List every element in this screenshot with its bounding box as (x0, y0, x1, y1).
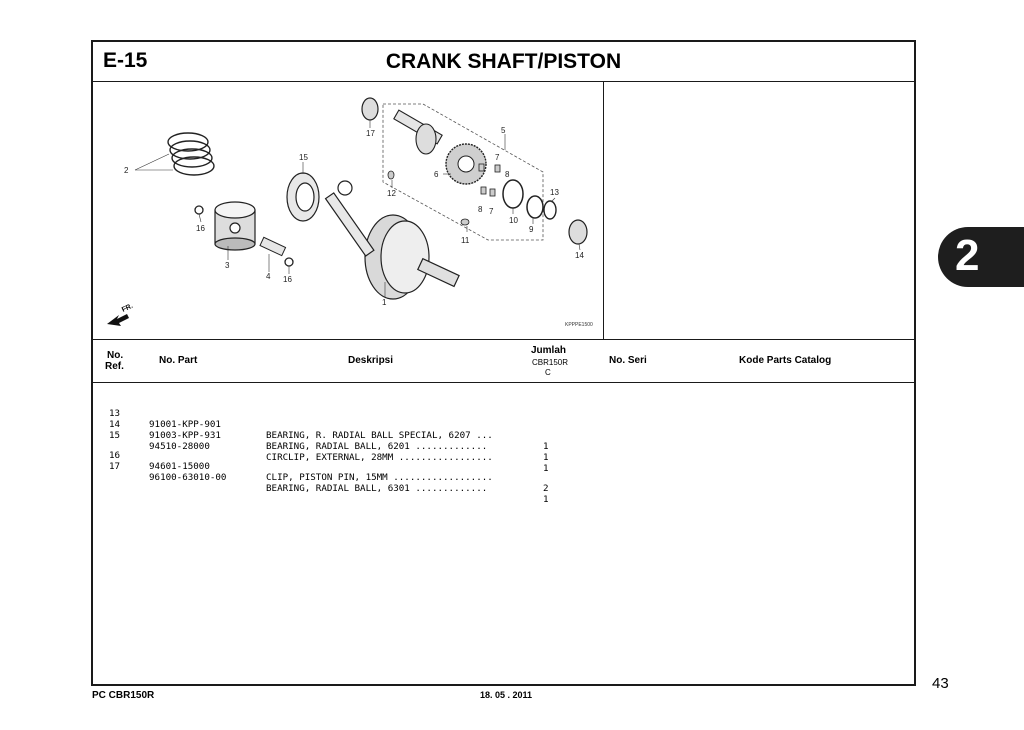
row-description: CIRCLIP, EXTERNAL, 28MM ................. (266, 452, 493, 463)
pin-part (495, 165, 500, 172)
page-number: 43 (932, 675, 949, 692)
callout-16: 16 (196, 224, 205, 233)
callout-16: 16 (283, 275, 292, 284)
row-part-no: 96100-63010-00 (149, 472, 227, 483)
row-quantity: 1 (543, 441, 549, 452)
clip-part (195, 206, 203, 214)
header-description: Deskripsi (348, 355, 394, 366)
crankshaft-part (326, 181, 460, 299)
key-part (479, 164, 484, 171)
row-description: BEARING, R. RADIAL BALL SPECIAL, 6207 ... (266, 430, 493, 441)
bearing-small-part (569, 220, 587, 244)
piston-rings-part (168, 133, 214, 175)
chapter-tab (938, 227, 1024, 287)
row-part-no: 94510-28000 (149, 441, 210, 452)
callout-7: 7 (495, 153, 500, 162)
diagram-code: KPPPE1500 (565, 322, 593, 328)
footer-date: 18. 05 . 2011 (480, 690, 533, 700)
header-serial: No. Seri (609, 355, 647, 366)
row-part-no: 94601-15000 (149, 461, 210, 472)
row-quantity: 1 (543, 494, 549, 505)
chapter-tab-label: 2 (955, 231, 980, 280)
row-ref: 14 (109, 419, 121, 430)
header-model: CBR150R (532, 358, 569, 367)
callout-13: 15 (299, 153, 308, 162)
callout-12: 12 (387, 189, 396, 198)
key-part (461, 219, 469, 225)
callout-17: 17 (366, 129, 375, 138)
piston-part (215, 202, 255, 250)
callout-8: 8 (505, 170, 510, 179)
row-ref: 15 (109, 430, 121, 441)
bearing-top-part (362, 98, 378, 120)
key-part (388, 171, 394, 179)
row-quantity: 1 (543, 463, 549, 474)
title-row (93, 42, 914, 82)
row-ref: 13 (109, 408, 121, 419)
callout-5: 5 (501, 126, 506, 135)
footer-model: PC CBR150R (92, 690, 155, 701)
row-ref: 17 (109, 461, 121, 472)
header-variant: C (545, 368, 551, 377)
callout-15: 13 (550, 188, 559, 197)
piston-pin-part (260, 237, 286, 255)
row-part-no: 91003-KPP-931 (149, 430, 221, 441)
row-quantity: 1 (543, 452, 549, 463)
circlip-external-part (544, 201, 556, 219)
header-ref-line2: Ref. (105, 361, 124, 372)
catalog-page-frame (91, 40, 916, 686)
exploded-parts-diagram (93, 82, 604, 340)
washer-part (503, 180, 523, 208)
circlip-part (527, 196, 543, 218)
front-direction-arrow (107, 303, 134, 326)
section-title: CRANK SHAFT/PISTON (385, 50, 622, 73)
gear-hub (458, 156, 474, 172)
callout-4: 4 (266, 272, 271, 281)
row-description: BEARING, RADIAL BALL, 6301 ............. (266, 483, 488, 494)
callout-labels (124, 126, 584, 307)
header-part-no: No. Part (159, 355, 198, 366)
row-description: CLIP, PISTON PIN, 15MM .................. (266, 472, 493, 483)
bearing-part (287, 173, 319, 221)
key-part (490, 189, 495, 196)
callout-3: 3 (225, 261, 230, 270)
clip-part (285, 258, 293, 266)
callout-14: 14 (575, 251, 584, 260)
header-catalog-code: Kode Parts Catalog (739, 355, 832, 366)
callout-9: 9 (529, 225, 534, 234)
pin-part (481, 187, 486, 194)
callout-6: 6 (434, 170, 439, 179)
row-description: BEARING, RADIAL BALL, 6201 ............. (266, 441, 488, 452)
front-label: FR. (120, 302, 135, 314)
callout-7: 7 (489, 207, 494, 216)
callout-10: 10 (509, 216, 518, 225)
diagram-drawing (93, 82, 602, 338)
callout-11: 11 (461, 236, 470, 245)
balancer-shaft-part (394, 110, 442, 154)
header-ref-line1: No. (107, 350, 124, 361)
callout-8: 8 (478, 205, 483, 214)
row-quantity: 2 (543, 483, 549, 494)
row-part-no: 91001-KPP-901 (149, 419, 221, 430)
leader-lines (135, 120, 580, 297)
row-ref: 16 (109, 450, 121, 461)
section-code: E-15 (103, 49, 148, 72)
table-header (93, 339, 914, 383)
header-quantity: Jumlah (531, 345, 567, 356)
callout-2: 2 (124, 166, 129, 175)
callout-1: 1 (382, 298, 387, 307)
